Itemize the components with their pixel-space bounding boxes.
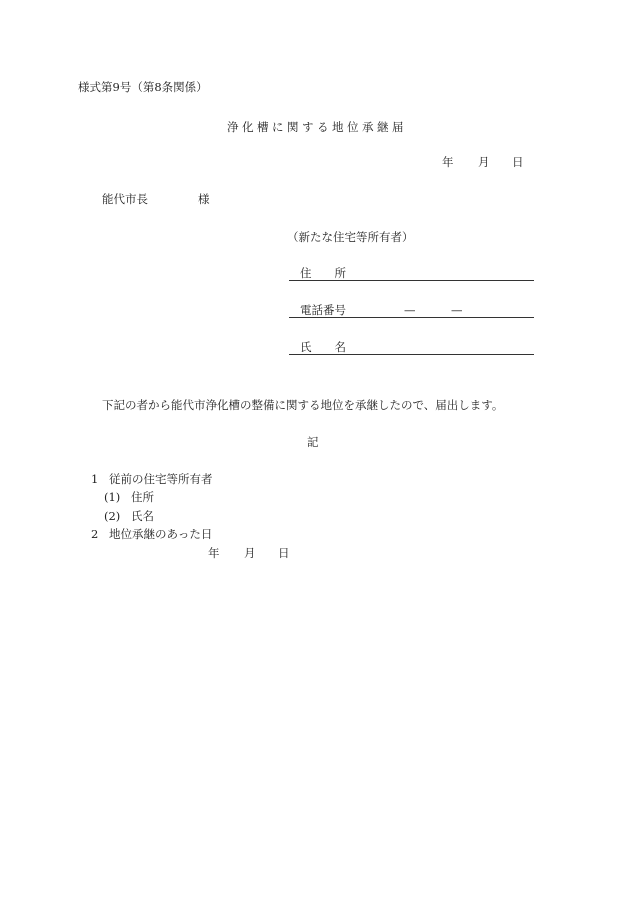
date-year: 年: [442, 155, 454, 169]
phone-label: 電話番号: [300, 303, 346, 317]
body-text: 下記の者から能代市浄化槽の整備に関する地位を承継したので、届出します。: [102, 398, 504, 412]
date-month: 月: [478, 155, 490, 169]
form-number: 様式第9号（第8条関係）: [78, 80, 208, 94]
sub-2-number: (2): [104, 509, 121, 523]
item-2-date-month: 月: [244, 546, 256, 560]
sub-2-label: 氏名: [131, 509, 154, 523]
item-2-date-year: 年: [208, 546, 220, 560]
item-2-date-day: 日: [278, 546, 290, 560]
form-title: 浄化槽に関する地位承継届: [227, 120, 407, 134]
item-2-number: 2: [91, 527, 99, 541]
address-field[interactable]: [289, 280, 534, 281]
name-field[interactable]: [289, 354, 534, 355]
sub-1-number: (1): [104, 490, 121, 504]
sub-1-label: 住所: [131, 490, 154, 504]
addressee-honorific: 様: [198, 192, 210, 206]
item-2-label: 地位承継のあった日: [109, 527, 213, 541]
date-day: 日: [512, 155, 524, 169]
name-label: 氏 名: [300, 340, 346, 354]
phone-dash-1: —: [404, 303, 416, 317]
phone-dash-2: —: [451, 303, 463, 317]
phone-field[interactable]: [289, 317, 534, 318]
address-label: 住 所: [300, 266, 346, 280]
item-1-number: 1: [91, 472, 99, 486]
applicant-heading: （新たな住宅等所有者）: [287, 230, 414, 244]
addressee-name: 能代市長: [102, 192, 148, 206]
ki-heading: 記: [307, 435, 319, 449]
item-1-label: 従前の住宅等所有者: [109, 472, 213, 486]
